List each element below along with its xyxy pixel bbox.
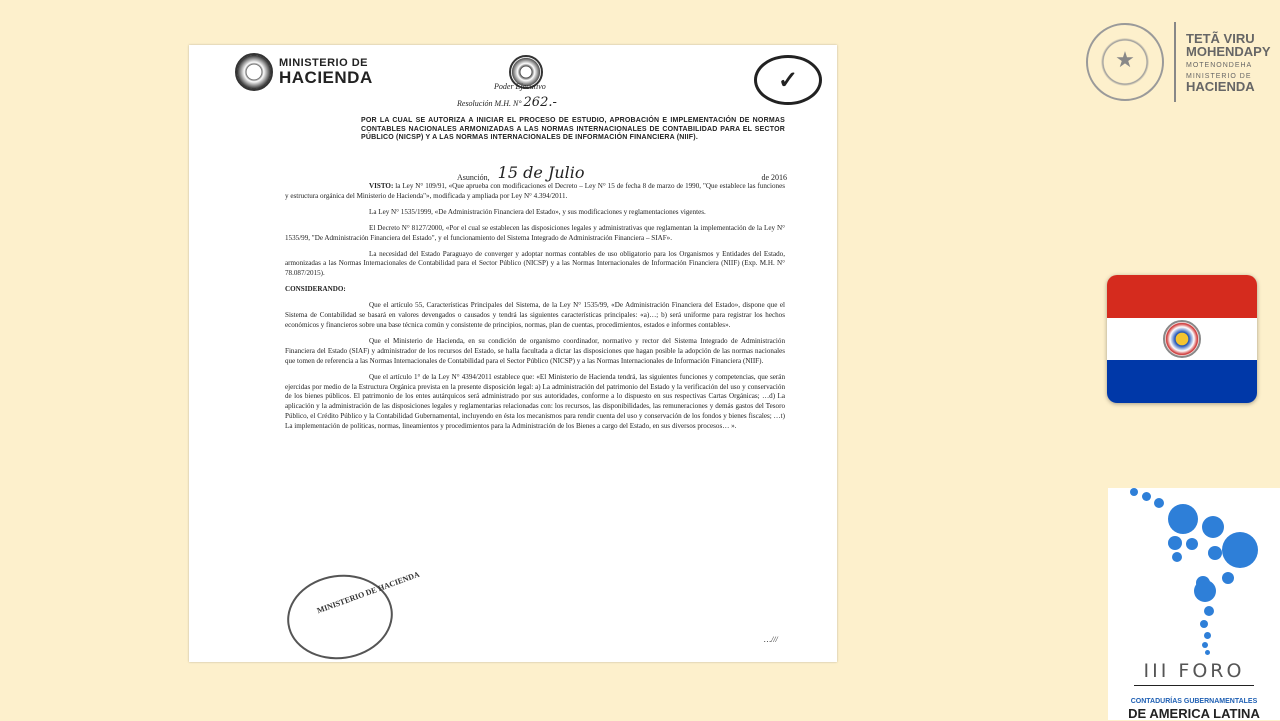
map-dot: [1168, 536, 1182, 550]
foro-title: III FORO: [1143, 660, 1245, 682]
continuation-mark: …///: [764, 635, 778, 644]
visto-text: la Ley N° 109/91, «Que aprueba con modificaciones el Decreto – Ley N° 15 de fecha 8 de marzo de 1990, "Que establece las funciones y estructura orgánica del Ministerio de Hacienda"», modificada y ampliada por Ley N° 4.394/2011.: [285, 182, 785, 200]
map-dot: [1142, 492, 1151, 501]
paragraph-articulo-55: Que el artículo 55, Características Principales del Sistema, de la Ley N° 1535/99, «De Administración Financiera del Estado», dispone que el Sistema de Contabilidad se basará en valores devengados o causados y tendrá las siguientes características principales: «a)…; b) será uniforme para registrar los hechos económicos y financieros sobre una base técnica común y consistente de principios, normas, plan de cuentas, procedimientos, estados e informes contables».: [285, 301, 785, 329]
considerando-label: CONSIDERANDO:: [285, 285, 346, 294]
place: Asunción,: [457, 173, 490, 182]
map-dot: [1202, 642, 1208, 648]
logo-line4: MINISTERIO DE: [1186, 72, 1252, 80]
foro-divider: [1134, 685, 1254, 686]
flag-white-stripe: [1107, 318, 1257, 360]
date-line: [457, 163, 787, 182]
map-dot: [1204, 606, 1214, 616]
map-dot: [1222, 532, 1258, 568]
handwritten-date: 15 de Julio: [497, 163, 585, 182]
map-dot: [1208, 546, 1222, 560]
ministry-logo-text: [1186, 32, 1271, 93]
map-dot: [1222, 572, 1234, 584]
logo-line2: MOHENDAPY: [1186, 43, 1271, 59]
paragraph-necesidad: La necesidad del Estado Paraguayo de converger y adoptar normas contables de uso obligatorio para los Organismos y Entidades del Estado, armonizadas a las Normas Internacionales de Contabilidad para el Sector Público (NICSP) y a las Normas Internacionales de Información Financiera (NIIF) (Exp. M.H. N° 78.087/2015).: [285, 249, 785, 278]
map-dot: [1168, 504, 1198, 534]
map-dot: [1202, 516, 1224, 538]
resolution-label: Resolución M.H. N°: [457, 99, 522, 108]
map-dot: [1154, 498, 1164, 508]
resolution-body: [285, 182, 785, 438]
map-dot: [1172, 552, 1182, 562]
paraguay-flag-icon: [1107, 275, 1257, 403]
resolution-handwritten-number: 262.-: [523, 95, 557, 110]
foro-subtitle: CONTADURÍAS GUBERNAMENTALES: [1130, 698, 1258, 705]
quality-badge-icon: ✓: [754, 55, 822, 105]
map-dot: [1200, 620, 1208, 628]
paragraph-decreto: El Decreto N° 8127/2000, «Por el cual se establecen las disposiciones legales y administrativas que reglamentan la implementación de la Ley N° 1535/99, "De Administración Financiera del Estado", y el funcionamiento del Sistema Integrado de Administración Financiera – SIAF».: [285, 223, 785, 242]
map-dot: [1204, 632, 1211, 639]
national-seal-icon: [235, 53, 273, 91]
map-dot: [1205, 650, 1210, 655]
map-dot: [1194, 580, 1216, 602]
logo-line3: MOTENONDEHA: [1186, 61, 1253, 69]
flag-red-stripe: [1107, 275, 1257, 318]
map-dot: [1186, 538, 1198, 550]
resolution-title: POR LA CUAL SE AUTORIZA A INICIAR EL PROCESO DE ESTUDIO, APROBACIÓN E IMPLEMENTACIÓN DE NORMAS CONTABLES NACIONALES ARMONIZADAS A LAS NORMAS INTERNACIONALES DE CONTABILIDAD PARA EL SECTOR PÚBLICO (NICSP) Y A LAS NORMAS INTERNACIONALES DE INFORMACIÓN FINANCIERA (NIIF).: [361, 117, 785, 142]
map-dot: [1130, 488, 1138, 496]
logo-line1: TETÃ VIRU: [1186, 30, 1255, 46]
ministry-logo: [1086, 22, 1271, 102]
visto-label: VISTO:: [369, 182, 394, 190]
paragraph-ministerio: Que el Ministerio de Hacienda, en su condición de organismo coordinador, normativo y rector del Sistema Integrado de Administración Financiera del Estado (SIAF) y administrador de los recursos del Estado, se halla facultada a dictar las disposiciones que hagan posible la adopción de las normas nacionales que tomen de referencia a las Normas Internacionales de Contabilidad para el Sector Público (NICSP) y a las Normas Internacionales de Información Financiera (NIIF).: [285, 336, 785, 365]
foro-subtitle2: DE AMERICA LATINA: [1128, 706, 1260, 721]
ministry-header: [235, 53, 373, 91]
ministry-small: MINISTERIO DE: [279, 57, 369, 69]
flag-blue-stripe: [1107, 360, 1257, 403]
poder-ejecutivo: Poder Ejecutivo: [494, 82, 546, 91]
resolution-number: [457, 95, 557, 110]
stamp-text: MINISTERIO DE HACIENDA: [315, 569, 421, 616]
foro-logo: [1108, 488, 1280, 720]
logo-divider: [1174, 22, 1176, 102]
year: de 2016: [761, 173, 787, 182]
star-icon: ★: [1115, 47, 1135, 72]
ministry-name: [279, 58, 373, 86]
resolution-document: [189, 45, 837, 662]
paragraph-articulo-1: Que el artículo 1° de la Ley N° 4394/2011 establece que: «El Ministerio de Hacienda tendrá, las siguientes funciones y competencias, que serán ejercidas por medio de la Estructura Orgánica prevista en la presente disposición legal: a) La administración del patrimonio del Estado y la verificación del uso y conservación de los bienes públicos. El patrimonio de los entes autárquicos será administrado por sus autoridades, conforme a lo dispuesto en sus respectivas Cartas Orgánicas; …d) La aplicación y la administración de las disposiciones legales y reglamentarias relacionadas con: los recursos, las disponibilidades, las remuneraciones y demás gastos del Tesoro Público, el Crédito Público y la Contabilidad Gubernamental, incluyendo en ésta los mecanismos para rendir cuenta del uso y conservación de los fondos y bienes fiscales; …t) La implementación de políticas, normas, lineamientos y procedimientos para la Administración de los Bienes a cargo del Estado, en sus diversos procesos… ».: [285, 372, 785, 431]
ministry-big: HACIENDA: [279, 68, 373, 87]
coat-of-arms-icon: [1163, 320, 1201, 358]
logo-line5: HACIENDA: [1186, 78, 1255, 94]
republic-emblem-icon: [1086, 23, 1164, 101]
paragraph-ley-1535: La Ley N° 1535/1999, «De Administración Financiera del Estado», y sus modificaciones y reglamentaciones vigentes.: [369, 207, 706, 216]
